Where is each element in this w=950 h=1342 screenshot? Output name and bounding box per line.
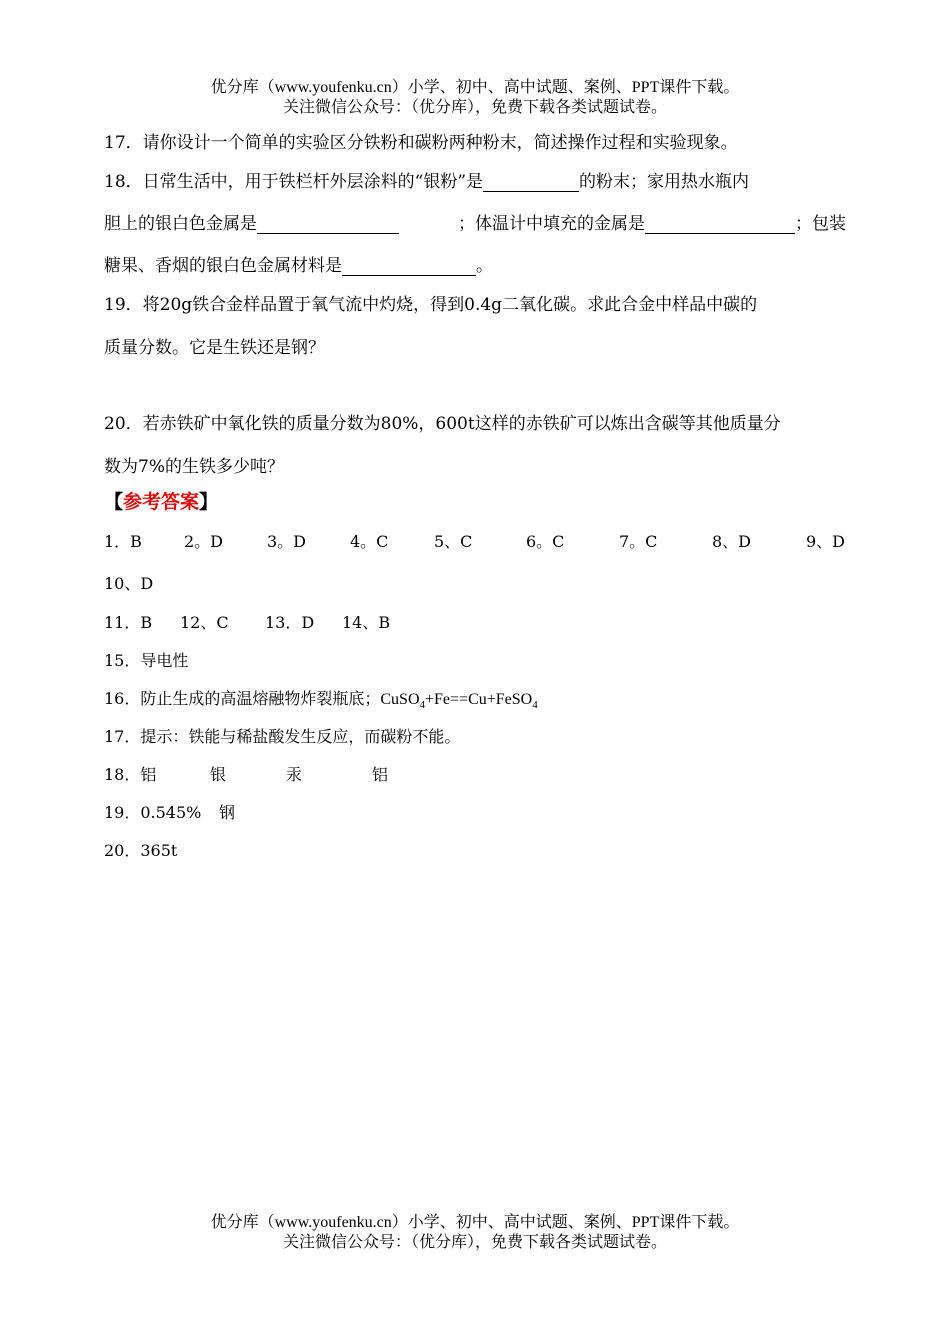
answers-heading-close: 】 [199,491,219,513]
answer-18-d: 铝 [372,765,389,784]
answer-17: 17．提示：铁能与稀盐酸发生反应，而碳粉不能。 [104,727,461,746]
question-18-line-1 [104,167,846,192]
answer-10: 10、D [104,574,154,593]
answers-heading [104,487,218,514]
q18-text-2: 的粉末；家用热水瓶内 [579,172,750,192]
page-footer [0,1213,950,1253]
answer-3: 3。D [267,532,307,551]
answer-20: 20．365t [104,841,178,860]
answer-19-type: 钢 [219,803,236,822]
question-20-line-2: 数为7%的生铁多少吨？ [104,457,284,477]
answer-18 [104,762,504,784]
question-18-line-3 [104,251,493,276]
answers-heading-text: 参考答案 [123,491,200,513]
answer-19-value: 19．0.545% [104,803,202,822]
answer-16-sub-a: 4 [419,699,425,712]
question-19-line-1: 19．将20g铁合金样品置于氧气流中灼烧，得到0.4g二氧化碳。求此合金中样品中碳的 [104,295,758,315]
answer-18-b: 银 [210,765,227,784]
q18-blank-4 [342,257,476,276]
question-20-line-1: 20．若赤铁矿中氧化铁的质量分数为80%，600t这样的赤铁矿可以炼出含碳等其他质量分 [104,414,781,434]
answer-16 [104,686,538,711]
answer-7: 7。C [619,532,658,551]
header-line-2: 关注微信公众号：（优分库），免费下载各类试题试卷。 [282,99,667,116]
answer-5: 5、C [434,532,473,551]
q18-text-4: ；体温计中填充的金属是 [458,214,645,234]
page-header [0,78,950,118]
answer-8: 8、D [712,532,752,551]
answer-16-formula-b: +Fe==Cu+FeSO [425,691,533,708]
q18-blank-3 [645,215,795,234]
question-17: 17．请你设计一个简单的实验区分铁粉和碳粉两种粉末，简述操作过程和实验现象。 [104,133,738,153]
answer-14: 14、B [342,613,391,632]
answer-18-a: 18．铝 [104,765,157,784]
footer-line-1: 优分库（www.youfenku.cn）小学、初中、高中试题、案例、PPT课件下载。 [210,1214,740,1231]
answer-12: 12、C [180,613,229,632]
answer-11: 11．B [104,613,153,632]
q18-text-5: ；包装 [795,214,846,234]
q18-text-3: 胆上的银白色金属是 [104,214,257,234]
q18-blank-2 [257,215,399,234]
answer-9: 9、D [806,532,846,551]
footer-line-2: 关注微信公众号：（优分库），免费下载各类试题试卷。 [282,1234,667,1251]
answer-19 [104,800,404,822]
header-line-1: 优分库（www.youfenku.cn）小学、初中、高中试题、案例、PPT课件下载。 [210,79,740,96]
answer-4: 4。C [350,532,389,551]
question-18-line-2 [104,209,846,234]
answer-15: 15．导电性 [104,651,189,670]
answers-row-1 [104,529,850,551]
q18-text-1: 18．日常生活中，用于铁栏杆外层涂料的“银粉”是 [104,172,484,192]
answers-heading-open: 【 [104,491,124,513]
q18-text-7: 。 [476,256,493,276]
answers-row-3 [104,610,504,632]
answer-16-text: 16．防止生成的高温熔融物炸裂瓶底； [104,689,381,708]
answer-2: 2。D [184,532,224,551]
q18-text-6: 糖果、香烟的银白色金属材料是 [104,256,342,276]
answer-16-formula-a: CuSO [380,691,420,708]
answer-1: 1．B [104,532,142,551]
question-19-line-2: 质量分数。它是生铁还是钢？ [104,338,325,358]
answer-6: 6。C [526,532,565,551]
answer-13: 13．D [265,613,315,632]
answer-18-c: 汞 [286,765,303,784]
answer-16-sub-b: 4 [532,699,538,712]
q18-blank-1 [483,173,579,192]
